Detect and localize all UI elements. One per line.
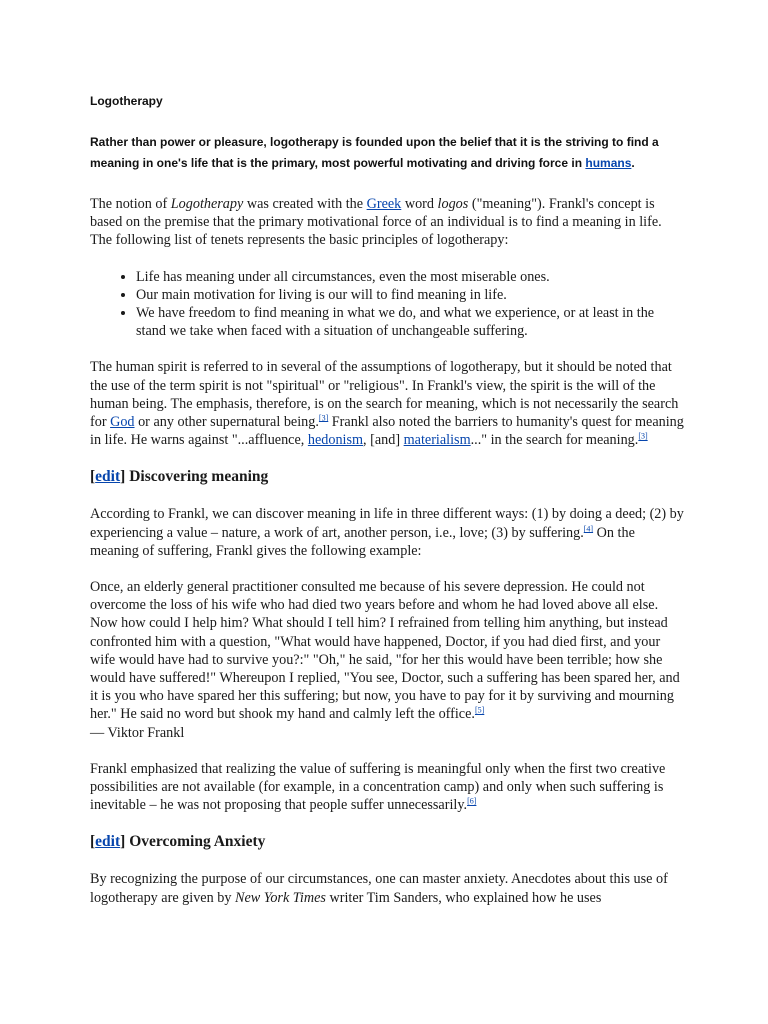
bracket-close: ] <box>120 833 126 851</box>
anxiety-em-nyt: New York Times <box>234 889 326 906</box>
list-item: • We have freedom to find meaning in what we do, and what we experience, or at least in the stand we take when faced with a situation of unchangeable suffering. <box>136 304 686 340</box>
link-humans[interactable]: humans <box>585 156 632 170</box>
list-item: • Our main motivation for living is our will to find meaning in life. <box>136 286 686 304</box>
lead-text: Rather than power or pleasure, logotherapy is founded upon the belief that it is the striving to find a meaning in one's life that is the primary, most powerful motivating and driving force in <box>90 135 659 170</box>
intro-em-logotherapy: Logotherapy <box>170 196 244 212</box>
link-hedonism[interactable]: hedonism <box>307 432 364 449</box>
lead-end: . <box>631 156 635 170</box>
frankl-quote <box>90 578 686 742</box>
intro-text-3: word <box>401 196 438 212</box>
spirit-text-4: , [and] <box>363 432 404 449</box>
suffering-paragraph <box>90 760 686 815</box>
intro-text-2: was created with the <box>243 196 367 212</box>
bracket-open: [ <box>90 833 96 851</box>
suffering-text: Frankl emphasized that realizing the value of suffering is meaningful only when the first two creative possibilities are not available (for example, in a concentration camp) and only when such suffering is inevitable – he was not proposing that people suffer unnecessarily. <box>90 760 666 814</box>
section-heading-discovering-meaning <box>90 467 686 487</box>
intro-paragraph <box>90 195 686 250</box>
document-content <box>90 94 686 925</box>
ref-link[interactable]: [6] <box>467 796 477 806</box>
discover-text-2: On the meaning of suffering, Frankl gives the following example: <box>90 524 635 559</box>
intro-em-logos: logos <box>437 196 469 212</box>
spirit-text-3: Frankl also noted the barriers to humanity's quest for meaning in life. He warns against "...affluence, <box>90 414 684 449</box>
intro-text-4: ("meaning"). Frankl's concept is based on the premise that the primary motivational force of an individual is to find a meaning in life. The following list of tenets represents the basic principles of logotherapy: <box>90 196 662 249</box>
document-title: Logotherapy <box>90 94 163 108</box>
ref-link[interactable]: [3] <box>318 413 329 423</box>
anxiety-paragraph <box>90 870 686 906</box>
spirit-text-2: or any other supernatural being. <box>134 414 319 431</box>
ref-link[interactable]: [3] <box>638 431 648 441</box>
spirit-text-5: ..." in the search for meaning. <box>470 432 639 449</box>
discover-text-1: According to Frankl, we can discover meaning in life in three different ways: (1) by doing a deed; (2) by experiencing a value – nature, a work of art, another person, i.e., love; (3) by suffering. <box>90 506 684 541</box>
ref-link[interactable]: [4] <box>583 523 594 533</box>
link-god[interactable]: God <box>110 414 135 431</box>
discover-paragraph <box>90 505 686 560</box>
spirit-paragraph <box>90 358 686 449</box>
lead-paragraph <box>90 132 686 174</box>
heading-label: Overcoming Anxiety <box>125 833 266 851</box>
tenets-list <box>90 268 686 341</box>
link-materialism[interactable]: materialism <box>403 432 471 449</box>
quote-text: Once, an elderly general practitioner consulted me because of his severe depression. He could not overcome the loss of his wife who had died two years before and whom he had loved above all else. Now how could I help him? What should I tell him? I refrained from telling him anything, but instead confronted him with a question, "What would have happened, Doctor, if you had died first, and your wife would have had to survive you?:" "Oh," he said, "for her this would have been terrible; how she would have suffered!" Whereupon I replied, "You see, Doctor, such a suffering has been spared her, and it is you who have spared her this suffering; but now, you have to pay for it by surviving and mourning her." He said no word but shook my hand and calmly left the office. <box>90 579 680 723</box>
anxiety-text-2: writer Tim Sanders, who explained how he uses <box>325 889 602 906</box>
link-greek[interactable]: Greek <box>366 196 402 212</box>
list-item: • Life has meaning under all circumstances, even the most miserable ones. <box>136 268 686 286</box>
edit-link[interactable]: edit <box>95 833 121 851</box>
heading-label: Discovering meaning <box>125 468 269 486</box>
quote-attribution: — Viktor Frankl <box>90 724 185 741</box>
section-heading-overcoming-anxiety <box>90 832 686 852</box>
spirit-text-1: The human spirit is referred to in several of the assumptions of logotherapy, but it should be noted that the use of the term spirit is not "spiritual" or "religious". In Frankl's view, the spirit is the will of the human being. The emphasis, therefore, is on the search for meaning, which is not necessarily the search for <box>90 359 679 431</box>
ref-link[interactable]: [5] <box>474 705 485 715</box>
bracket-close: ] <box>120 468 126 486</box>
bracket-open: [ <box>90 468 96 486</box>
edit-link[interactable]: edit <box>95 468 121 486</box>
anxiety-text-1: By recognizing the purpose of our circumstances, one can master anxiety. Anecdotes about this use of logotherapy are given by <box>90 871 668 906</box>
intro-text-1: The notion of <box>90 196 171 212</box>
